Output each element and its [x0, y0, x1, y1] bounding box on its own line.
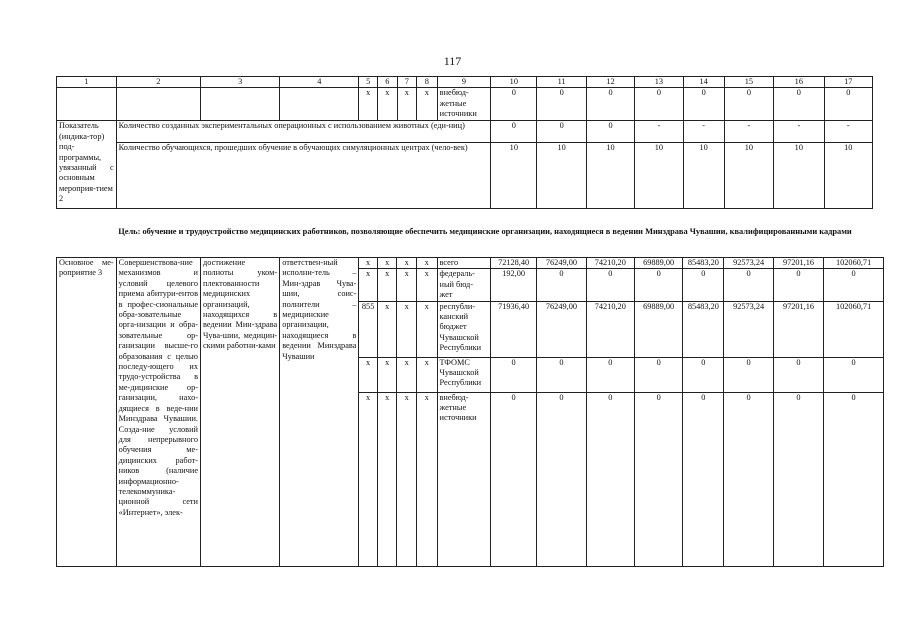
value-cell: 0	[491, 121, 537, 143]
column-number-row	[57, 77, 873, 88]
code-cell: x	[397, 269, 417, 301]
page-number: 117	[443, 54, 462, 68]
value-cell: 0	[824, 357, 884, 392]
code-cell: x	[359, 269, 378, 301]
measure-executor: ответствен-ный исполни-тель – Мин-здрав Чува-шии, соис-полнители – медицинские организации, находящиеся в ведении Минздрава Чувашии	[280, 258, 359, 567]
value-cell: 0	[586, 269, 634, 301]
value-cell: 0	[635, 88, 683, 121]
funding-source: республи- канский бюджет Чувашской Республики	[437, 301, 490, 357]
funding-source: внебюд- жетные источники	[437, 392, 490, 566]
value-cell: 10	[683, 143, 724, 209]
indicator-row	[57, 143, 873, 209]
indicator-label: Показатель (индика-тор) под-программы, увязанный с основным мероприя-тием 2	[57, 121, 117, 209]
value-cell: 0	[586, 121, 634, 143]
funding-source: ТФОМС Чувашской Республики	[437, 357, 490, 392]
value-cell: 92573,24	[724, 301, 773, 357]
value-cell: 0	[491, 88, 537, 121]
value-cell: 69889,00	[634, 301, 682, 357]
col-num: 4	[280, 77, 359, 88]
code-cell: x	[416, 357, 437, 392]
col-num: 17	[824, 77, 872, 88]
measure-name: Основное ме-роприятие 3	[57, 258, 117, 567]
measure-description: Совершенствова-ние механизмов и условий целевого приема абитури-ентов в профес-сиональные обра-зовательные орга-низации и обра-зовательные ор-ганизации высше-го образования с целью последу-ющего их трудо-устройства в ме-дицинские ор-ганизации, нахо-дящиеся в веде-нии Минздрава Чувашии. Созда-ние условий для непрерывного обучения ме-дицинских работ-ников (наличие информационно-телекоммуника-ционной сети «Интернет», элек-	[116, 258, 200, 567]
value-cell: 0	[773, 357, 823, 392]
value-cell: 0	[634, 357, 682, 392]
value-cell: 0	[634, 269, 682, 301]
code-cell: x	[397, 301, 417, 357]
value-cell: 0	[774, 88, 824, 121]
value-cell: 10	[537, 143, 586, 209]
value-cell: 85483,20	[683, 301, 724, 357]
code-cell: x	[416, 301, 437, 357]
value-cell: 0	[537, 392, 586, 566]
value-cell: 0	[537, 88, 586, 121]
funding-source: внебюд- жетные источники	[437, 88, 491, 121]
value-cell: 72128,40	[490, 258, 536, 269]
value-cell: 74210,20	[586, 301, 634, 357]
code-cell: x	[397, 392, 417, 566]
col-num: 7	[397, 77, 417, 88]
code-cell: x	[359, 88, 378, 121]
lower-table	[56, 257, 884, 567]
value-cell: 0	[724, 357, 773, 392]
table-row	[57, 88, 873, 121]
indicator-text: Количество созданных экспериментальных операционных с использованием животных (еди-ниц)	[116, 121, 491, 143]
code-cell: x	[416, 258, 437, 269]
value-cell: 102060,71	[824, 301, 884, 357]
value-cell: 92573,24	[724, 258, 773, 269]
value-cell: -	[683, 121, 724, 143]
value-cell: 10	[491, 143, 537, 209]
indicator-row	[57, 121, 873, 143]
value-cell: 10	[824, 143, 872, 209]
value-cell: 0	[724, 392, 773, 566]
col-num: 6	[378, 77, 398, 88]
col-num: 9	[437, 77, 491, 88]
code-cell: x	[397, 88, 417, 121]
col-num: 14	[683, 77, 724, 88]
value-cell: 0	[586, 357, 634, 392]
value-cell: 0	[537, 269, 586, 301]
value-cell: 10	[635, 143, 683, 209]
value-cell: 0	[586, 392, 634, 566]
funding-source: федераль- ный бюд- жет	[437, 269, 490, 301]
funding-row	[57, 258, 884, 269]
code-cell: x	[377, 269, 397, 301]
code-cell: x	[377, 258, 397, 269]
code-cell: x	[417, 88, 438, 121]
value-cell: 192,00	[490, 269, 536, 301]
col-num: 11	[537, 77, 586, 88]
goal-heading: Цель: обучение и трудоустройство медицинских работников, позволяющие обеспечить медицинские организации, находящиеся в ведении Минздрава Чувашии, квалифицированными кадрами	[118, 227, 852, 236]
code-cell: x	[359, 392, 378, 566]
value-cell: 0	[724, 269, 773, 301]
value-cell: 0	[773, 269, 823, 301]
value-cell: 0	[490, 392, 536, 566]
code-cell: x	[377, 357, 397, 392]
col-num: 12	[586, 77, 634, 88]
value-cell: -	[824, 121, 872, 143]
code-cell: x	[377, 392, 397, 566]
value-cell: 0	[773, 392, 823, 566]
value-cell: 0	[634, 392, 682, 566]
col-num: 10	[491, 77, 537, 88]
code-cell: x	[397, 357, 417, 392]
code-cell: x	[378, 88, 398, 121]
value-cell: 0	[683, 269, 724, 301]
value-cell: 0	[683, 357, 724, 392]
value-cell: 10	[724, 143, 773, 209]
col-num: 2	[116, 77, 200, 88]
code-cell: x	[359, 258, 378, 269]
value-cell: 0	[824, 392, 884, 566]
value-cell: -	[635, 121, 683, 143]
value-cell: 102060,71	[824, 258, 884, 269]
value-cell: 0	[724, 88, 773, 121]
code-cell: x	[359, 357, 378, 392]
value-cell: 0	[683, 88, 724, 121]
col-num: 3	[201, 77, 280, 88]
col-num: 16	[774, 77, 824, 88]
indicator-text: Количество обучающихся, прошедших обучение в обучающих симуляционных центрах (чело-век)	[116, 143, 491, 209]
value-cell: 74210,20	[586, 258, 634, 269]
value-cell: 0	[537, 121, 586, 143]
value-cell: 97201,16	[773, 301, 823, 357]
col-num: 8	[417, 77, 438, 88]
value-cell: 0	[490, 357, 536, 392]
value-cell: 10	[774, 143, 824, 209]
value-cell: 71936,40	[490, 301, 536, 357]
col-num: 15	[724, 77, 773, 88]
col-num: 13	[635, 77, 683, 88]
value-cell: 0	[586, 88, 634, 121]
value-cell: 76249,00	[537, 258, 586, 269]
measure-goal: достижение полноты уком-плектованности медицинских организаций, находящихся в ведении Мин-здрава Чува-шии, медицин-скими работни-ками	[201, 258, 280, 567]
code-cell: x	[416, 392, 437, 566]
value-cell: 85483,20	[683, 258, 724, 269]
code-cell: 855	[359, 301, 378, 357]
value-cell: 0	[824, 269, 884, 301]
value-cell: -	[774, 121, 824, 143]
value-cell: 10	[586, 143, 634, 209]
code-cell: x	[377, 301, 397, 357]
value-cell: 76249,00	[537, 301, 586, 357]
value-cell: 0	[683, 392, 724, 566]
code-cell: x	[397, 258, 417, 269]
funding-source: всего	[437, 258, 490, 269]
code-cell: x	[416, 269, 437, 301]
value-cell: 97201,16	[773, 258, 823, 269]
upper-table	[56, 76, 873, 209]
col-num: 5	[359, 77, 378, 88]
value-cell: 0	[537, 357, 586, 392]
value-cell: 69889,00	[634, 258, 682, 269]
value-cell: -	[724, 121, 773, 143]
value-cell: 0	[824, 88, 872, 121]
col-num: 1	[57, 77, 117, 88]
